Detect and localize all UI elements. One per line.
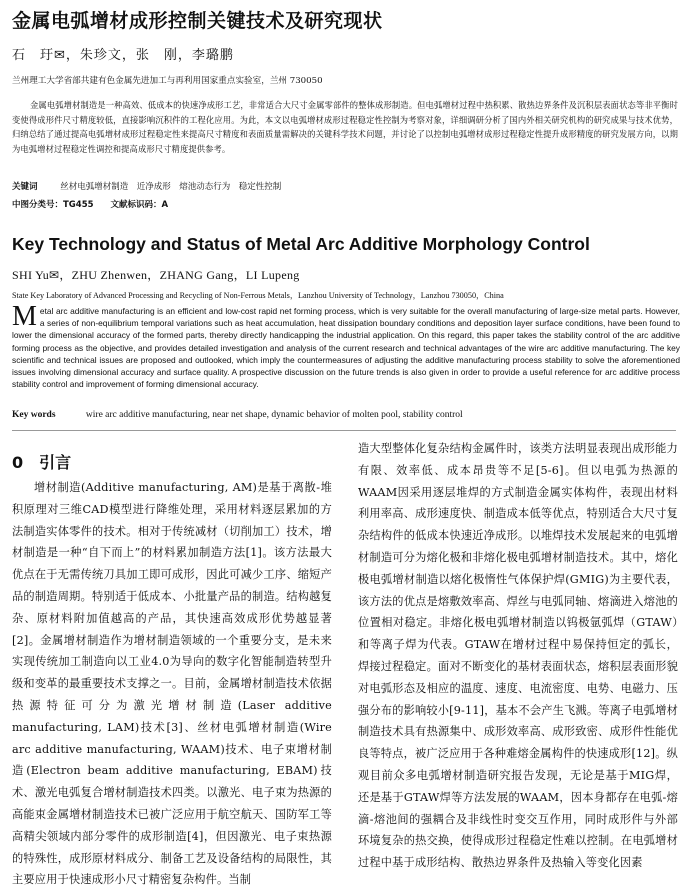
english-abstract bbox=[12, 301, 680, 390]
section-heading: 0 引言 bbox=[12, 453, 72, 472]
english-title: Key Technology and Status of Metal Arc Additive Morphology Control bbox=[12, 234, 590, 254]
chinese-keywords bbox=[12, 180, 281, 192]
body-left-column: 增材制造(Additive manufacturing, AM)是基于离散-堆积原理对三维CAD模型进行降维处理，采用材料逐层累加的方法制造实体零件的技术。相对于传统减材（切削加工）技术，增材制造是一种“自下而上”的材料累加制造方法[1]。该方法最大优点在于无需传统刀具加工即可成形，因此可减少工序、缩短产品的制造周期。特别适于低成本、小批量产品的制造。结构越复杂、原材料附加值越高的产品，其快速高效成形优势越显著[2]。金属增材制造作为增材制造领域的一个重要分支，是未来实现传统加工制造向以工业4.0为导向的数字化智能制造转型升级和变革的最重要技术支撑之一。目前，金属增材制造技术依据热源特征可分为激光增材制造(Laser additive manufacturing, LAM)技术[3]、丝材电弧增材制造(Wire arc additive manufacturing, WAAM)技术、电子束增材制造(Electron beam additive manufacturing, EBAM)技术、激光电弧复合增材制造技术四类。以激光、电子束为热源的高能束金属增材制造技术已被广泛应用于航空航天、国防军工等高精尖领域内部分零件的成形制造[4]，但因激光、电子束热源的特殊性，成形原材料成分、制备工艺及设备结构的局限性，其主要应用于快速成形小尺寸精密复杂构件。当制 bbox=[12, 481, 332, 887]
english-keywords bbox=[12, 410, 463, 420]
english-authors: SHI Yu✉，ZHU Zhenwen，ZHANG Gang，LI Lupeng bbox=[12, 268, 300, 282]
english-keywords-text: wire arc additive manufacturing, near net shape, dynamic behavior of molten pool, stability control bbox=[85, 410, 463, 420]
chinese-keywords-label: 关键词 bbox=[12, 182, 38, 192]
english-abstract-text: etal arc additive manufacturing is an efficient and low-cost rapid net forming process, which is very suitable for the overall manufacturing of large-size metal parts. However, a series of non-equilibrium temporal variations such as heat accumulation, heat dissipation boundary conditions and deposition layer surface conditions, have been found to lower the dimensional accuracy of the formed parts, thereby directly handicapping the industrial application. On this regard, this paper takes the stability control of the arc additive forming process as the objective, and provides detailed investigation and analysis of the current research and technical advantages of the wire arc additive manufacturing. The key scientific and technical issues are proposed and outlooked, which imply the countermeasures of adjusting the additive manufacturing process stability to solve the aforementioned issues involving dimensional accuracy and surface quality. A prospective discussion on the future trends is also given in order to provide a useful reference for arc additive process stability control and improvement of forming dimensional accuracy. bbox=[12, 306, 680, 390]
chinese-keywords-text: 丝材电弧增材制造 近净成形 熔池动态行为 稳定性控制 bbox=[60, 182, 282, 192]
section-divider bbox=[12, 430, 676, 431]
abstract-dropcap: M bbox=[12, 301, 37, 332]
english-affiliation: State Key Laboratory of Advanced Processing and Recycling of Non-Ferrous Metals，Lanzhou University of Technology，Lanzhou 730050，China bbox=[12, 291, 504, 300]
chinese-affiliation: 兰州理工大学省部共建有色金属先进加工与再利用国家重点实验室，兰州 730050 bbox=[12, 76, 323, 86]
chinese-abstract: 金属电弧增材制造是一种高效、低成本的快速净成形工艺，非常适合大尺寸金属零部件的整体成形制造。但电弧增材过程中热积累、散热边界条件及沉积层表面状态等非平衡时变使得成形件尺寸精度较低，直接影响沉积件的工程化应用。为此，本文以电弧增材成形过程稳定性控制为考察对象，详细调研分析了国内外相关研究机构的研究成果与技术优势，归纳总结了通过提高电弧增材成形过程稳定性来提高尺寸精度和表面质量需解决的关键科学技术问题，并讨论了以控制电弧增材成形过程稳定性提升成形精度的研究发展方向，以期为电弧增材过程稳定性调控和提高成形尺寸精度提供参考。 bbox=[12, 100, 678, 154]
chinese-authors: 石 玗✉，朱珍文，张 刚，李璐鹏 bbox=[12, 48, 234, 63]
body-right-column: 造大型整体化复杂结构金属件时，该类方法明显表现出成形能力有限、效率低、成本昂贵等不足[5-6]。但以电弧为热源的WAAM因采用逐层堆焊的方式制造金属实体构件，表现出材料利用率高、成形速度快、制造成本低等优点，特别适合大尺寸复杂结构件的低成本快速近净成形。以堆焊技术发展起来的电弧增材制造可分为熔化极和非熔化极电弧增材制造技术。其中，熔化极电弧增材制造以熔化极惰性气体保护焊(GMIG)为主要代表，该方法的优点是熔敷效率高、焊丝与电弧同轴、熔滴进入熔池的位置相对稳定。非熔化极电弧增材制造以钨极氩弧焊（GTAW）和等离子焊为代表。GTAW在增材过程中易保持恒定的弧长，焊接过程稳定。面对不断变化的基材表面状态，熔积层表面形貌对电弧形态及相应的温度、速度、电流密度、电势、电磁力、压强分布的影响较小[9-11]，基本不会产生飞溅。等离子电弧增材制造技术具有热源集中、成形效率高、成形致密、成形件性能优良等特点，被广泛应用于各种难熔金属构件的快速成形[12]。纵观目前众多电弧增材制造研究报告发现，无论是基于MIG焊，还是基于GTAW焊等方法发展的WAAM，因本身都存在电弧-熔滴-熔池间的强耦合及非线性时变交互作用，同时成形件与外部环境复杂的热交换，使得成形过程稳定性难以控制。在电弧增材过程中基于成形结构、散热边界条件及热输入等变化因素 bbox=[358, 442, 678, 870]
chinese-title: 金属电弧增材成形控制关键技术及研究现状 bbox=[12, 10, 383, 32]
classification-code: 中图分类号：TG455 文献标识码：A bbox=[12, 200, 169, 210]
english-keywords-label: Key words bbox=[12, 410, 56, 420]
